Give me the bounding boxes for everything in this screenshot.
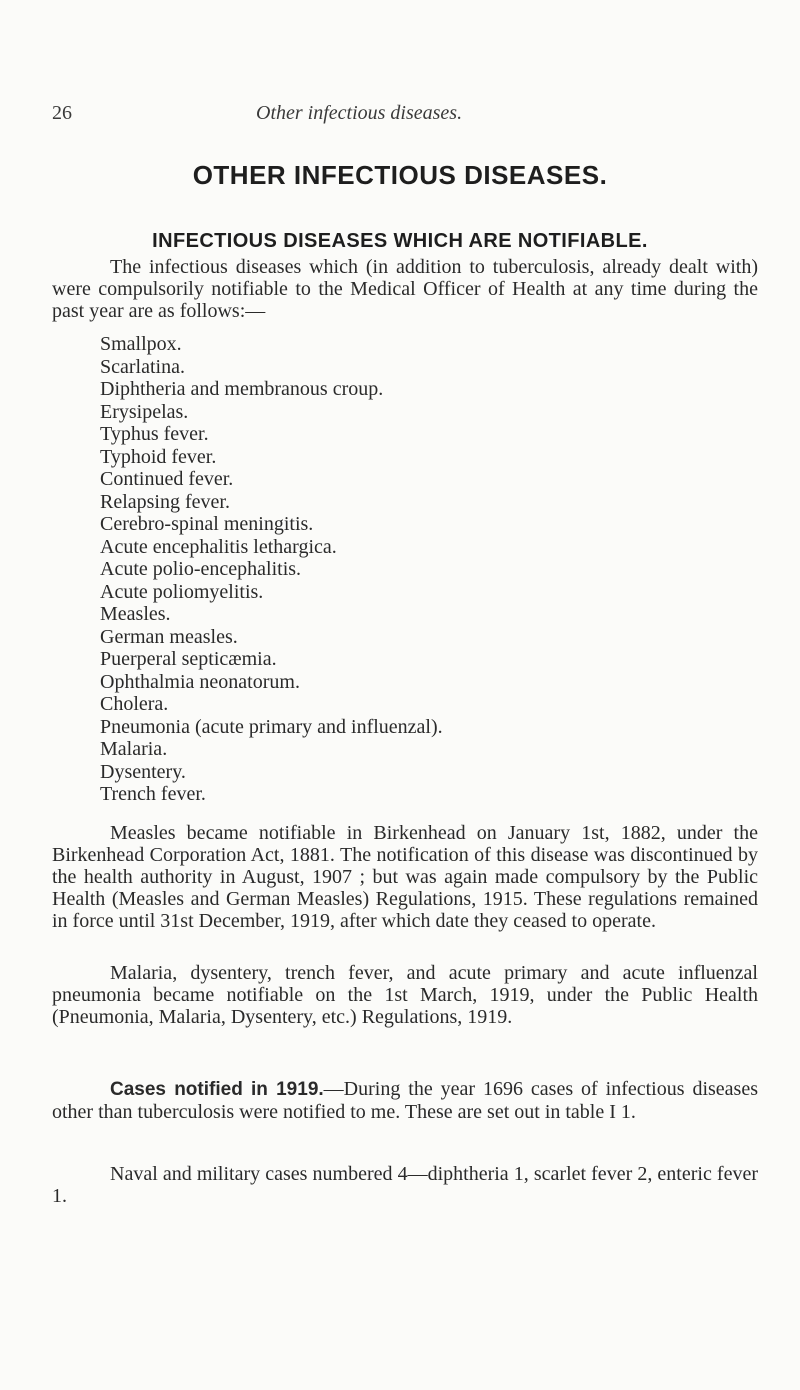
cases-lead: Cases notified in 1919. [110, 1079, 324, 1100]
list-item: Acute polio-encephalitis. [100, 558, 302, 580]
cases-paragraph [52, 1078, 758, 1123]
list-item: Diphtheria and membranous croup. [100, 378, 384, 400]
list-item: Acute encephalitis lethargica. [100, 535, 337, 558]
cases-text: —During the year 1696 cases of infectious diseases other than tuberculosis were notified to me. These are set out in table I 1. [52, 1078, 758, 1123]
measles-text: Measles became notifiable in Birkenhead on January 1st, 1882, under the Birkenhead Corporation Act, 1881. The notification of this disease was discontinued by the health authority in August, 1907 ; but was again made compulsory by the Public Health (Measles and German Measles) Regulations, 1915. These regulations remained in force until 31st December, 1919, after which date they ceased to operate. [52, 822, 758, 932]
list-item: Ophthalmia neonatorum. [100, 670, 300, 693]
page-title: OTHER INFECTIOUS DISEASES. [192, 160, 608, 190]
list-item: Malaria. [100, 738, 168, 760]
list-item: Pneumonia (acute primary and influenzal). [100, 715, 443, 738]
list-item: Smallpox. [100, 333, 182, 355]
malaria-paragraph [52, 962, 758, 1028]
list-item: Trench fever. [100, 783, 206, 805]
measles-paragraph [52, 822, 758, 932]
naval-paragraph [52, 1163, 758, 1207]
list-item: Puerperal septicæmia. [100, 648, 277, 670]
list-item: Dysentery. [100, 760, 186, 783]
list-item: Cerebro-spinal meningitis. [100, 513, 314, 535]
list-item: Typhus fever. [100, 423, 209, 445]
list-item: Scarlatina. [100, 355, 185, 378]
list-item: Erysipelas. [100, 400, 189, 423]
notifiable-disease-list [100, 333, 443, 806]
running-header [52, 102, 752, 128]
intro-text: The infectious diseases which (in addition to tuberculosis, already dealt with) were compulsorily notifiable to the Medical Officer of Health at any time during the past year are as follows:— [52, 256, 758, 322]
list-item: Measles. [100, 603, 171, 625]
list-item: Typhoid fever. [100, 445, 217, 468]
section-heading: INFECTIOUS DISEASES WHICH ARE NOTIFIABLE. [152, 230, 648, 252]
list-item: Continued fever. [100, 468, 234, 490]
list-item: German measles. [100, 625, 238, 648]
list-item: Cholera. [100, 693, 169, 715]
malaria-text: Malaria, dysentery, trench fever, and acute primary and acute influenzal pneumonia became notifiable on the 1st March, 1919, under the Public Health (Pneumonia, Malaria, Dysentery, etc.) Regulations, 1919. [52, 962, 758, 1028]
intro-paragraph [52, 256, 758, 322]
list-item: Relapsing fever. [100, 490, 230, 513]
page-number: 26 [52, 102, 72, 124]
naval-text: Naval and military cases numbered 4—diphtheria 1, scarlet fever 2, enteric fever 1. [52, 1163, 758, 1207]
list-item: Acute poliomyelitis. [100, 580, 264, 603]
running-title: Other infectious diseases. [256, 102, 463, 124]
